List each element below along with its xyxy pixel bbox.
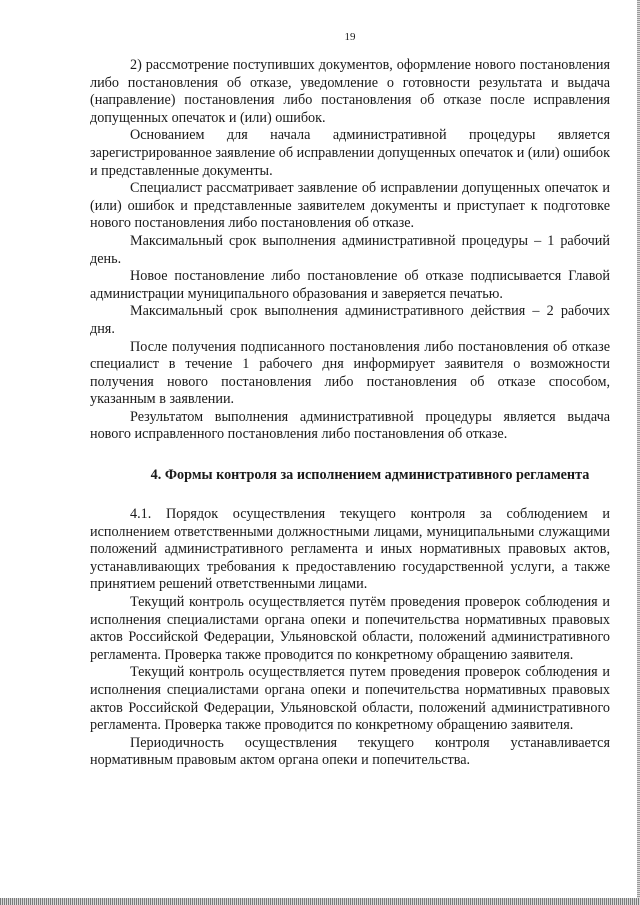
paragraph: Новое постановление либо постановление об отказе подписывается Главой администрации муниципального образования и заверяется печатью. — [90, 268, 610, 302]
paragraph: После получения подписанного постановления либо постановления об отказе специалист в течение 1 рабочего дня информирует заявителя о возможности получения нового постановления либо постановления об отказе способом, указанным в заявлении. — [90, 338, 610, 408]
paragraph: Текущий контроль осуществляется путем проведения проверок соблюдения и исполнения специалистами органа опеки и попечительства нормативных правовых актов Российской Федерации, Ульяновской области, положений административного регламента. Проверка также проводится по конкретному обращению заявителя. — [90, 664, 610, 734]
paragraph: Периодичность осуществления текущего контроля устанавливается нормативным правовым актом органа опеки и попечительства. — [90, 734, 610, 769]
paragraph: Результатом выполнения административной процедуры является выдача нового исправленного постановления либо постановления об отказе. — [90, 408, 610, 443]
scan-edge-bottom — [0, 898, 640, 905]
section-heading: 4. Формы контроля за исполнением административного регламента — [150, 467, 590, 484]
paragraph: 2) рассмотрение поступивших документов, оформление нового постановления либо постановления об отказе, уведомление о готовности результата и выдача (направление) постановления либо постановления об отказе после исправления допущенных опечаток и (или) ошибок. — [90, 57, 610, 126]
page-number: 19 — [344, 31, 356, 43]
document-page — [90, 30, 610, 770]
paragraph: Текущий контроль осуществляется путём проведения проверок соблюдения и исполнения специалистами органа опеки и попечительства нормативных правовых актов Российской Федерации, Ульяновской области, положений административного регламента. Проверка также проводится по конкретному обращению заявителя. — [90, 594, 610, 663]
paragraph: Основанием для начала административной процедуры является зарегистрированное заявление об исправлении допущенных опечаток и (или) ошибок и представленные документы. — [90, 127, 610, 179]
paragraph: Специалист рассматривает заявление об исправлении допущенных опечаток и (или) ошибок и представленные заявителем документы и приступает к подготовке нового постановления либо постановления об отказе. — [90, 180, 610, 232]
section-4 — [90, 506, 610, 770]
paragraph: 4.1. Порядок осуществления текущего контроля за соблюдением и исполнением ответственными должностными лицами, муниципальными служащими положений административного регламента и иных нормативных правовых актов, устанавливающих требования к предоставлению государственной услуги, а также принятием решений ответственными лицами. — [90, 506, 610, 593]
section-3-continuation — [90, 57, 610, 444]
paragraph: Максимальный срок выполнения административной процедуры – 1 рабочий день. — [90, 232, 610, 267]
paragraph: Максимальный срок выполнения административного действия – 2 рабочих дня. — [90, 303, 610, 337]
